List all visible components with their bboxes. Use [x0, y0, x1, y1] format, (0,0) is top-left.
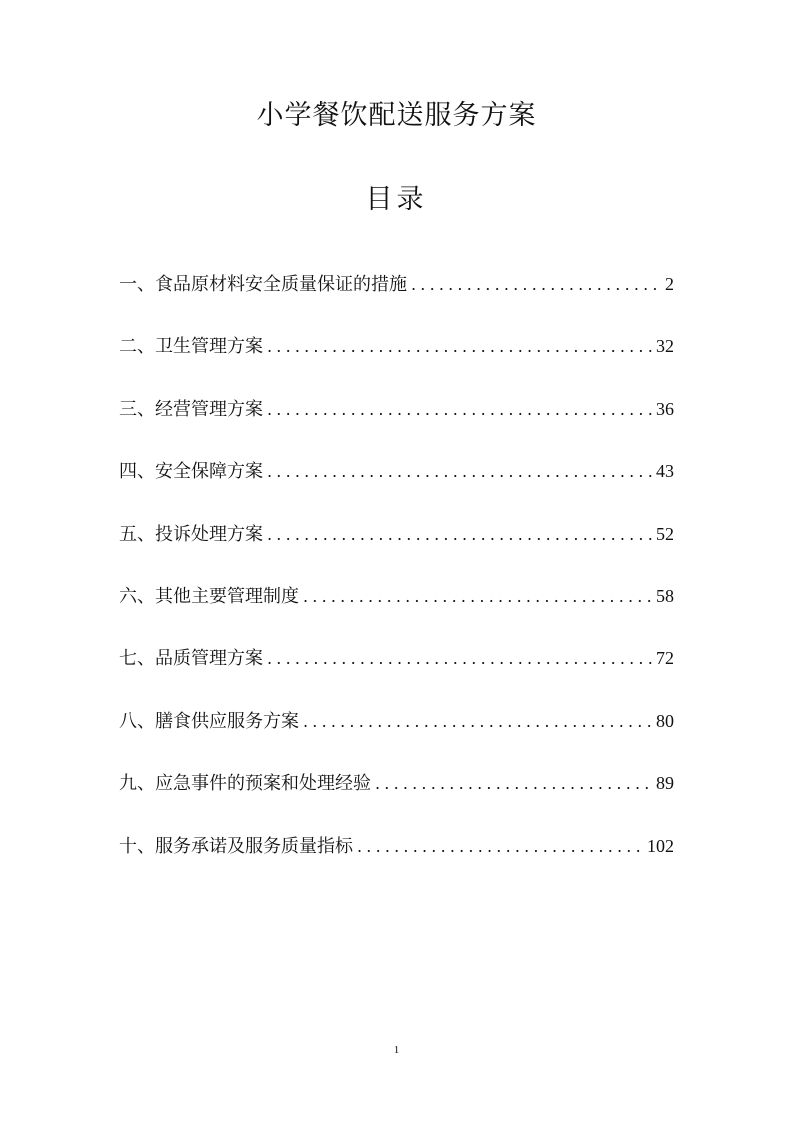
toc-entry-label: 十、服务承诺及服务质量指标 [119, 835, 353, 857]
toc-dot-leader [357, 829, 643, 865]
toc-entry-label: 二、卫生管理方案 [119, 336, 263, 358]
toc-entry-label: 四、安全保障方案 [119, 461, 263, 483]
toc-dot-leader [375, 766, 652, 802]
toc-dot-leader [267, 517, 652, 553]
toc-entry-page: 43 [656, 461, 674, 482]
toc-entry-label: 三、经营管理方案 [119, 398, 263, 420]
toc-entry-page: 72 [656, 648, 674, 669]
toc-dot-leader [267, 641, 652, 677]
toc-entry-page: 36 [656, 398, 674, 419]
toc-entry[interactable] [119, 578, 674, 640]
toc-entry-label: 一、食品原材料安全质量保证的措施 [119, 274, 407, 295]
toc-entry[interactable] [119, 516, 674, 578]
toc-entry-page: 102 [647, 835, 674, 856]
toc-entry-label: 六、其他主要管理制度 [119, 585, 299, 607]
toc-entry-label: 九、应急事件的预案和处理经验 [119, 773, 371, 795]
toc-entry-page: 52 [656, 523, 674, 544]
toc-dot-leader [303, 704, 652, 740]
toc-entry-page: 80 [656, 710, 674, 731]
toc-entry[interactable] [119, 266, 674, 328]
footer-page-number: 1 [393, 1044, 400, 1056]
toc-entry-page: 89 [656, 773, 674, 794]
toc-entry-page: 2 [665, 274, 674, 294]
toc-entry[interactable] [119, 765, 674, 827]
toc-entry-label: 五、投诉处理方案 [119, 523, 263, 545]
toc-entry[interactable] [119, 703, 674, 765]
toc-entry[interactable] [119, 391, 674, 453]
toc-dot-leader [303, 579, 652, 615]
toc-entry-page: 58 [656, 585, 674, 606]
toc-dot-leader [267, 329, 652, 365]
toc-entry-label: 七、品质管理方案 [119, 648, 263, 670]
toc-entry[interactable] [119, 328, 674, 390]
toc-entry[interactable] [119, 828, 674, 890]
toc-heading: 目录 [365, 184, 428, 215]
document-title: 小学餐饮配送服务方案 [256, 100, 537, 131]
toc-entry[interactable] [119, 640, 674, 702]
toc-entry-page: 32 [656, 336, 674, 357]
toc-entry[interactable] [119, 453, 674, 515]
toc-dot-leader [411, 267, 661, 303]
toc-dot-leader [267, 454, 652, 490]
toc-entry-label: 八、膳食供应服务方案 [119, 710, 299, 732]
table-of-contents [119, 266, 674, 890]
toc-dot-leader [267, 392, 652, 428]
